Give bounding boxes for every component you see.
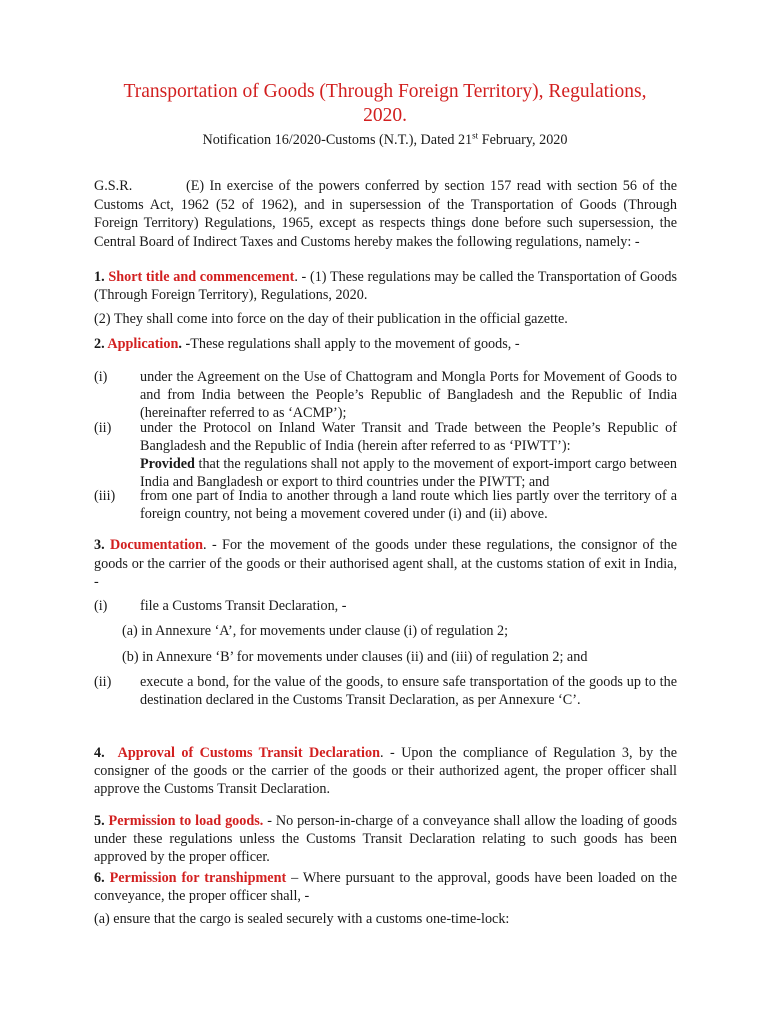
s2-item-i-number: (i) — [94, 369, 108, 385]
section-5 — [94, 812, 677, 866]
notification-text: Notification 16/2020-Customs (N.T.), Dated 21 — [202, 132, 473, 148]
section-6-heading: Permission for transhipment — [109, 870, 287, 886]
section-3-text: . - For the movement of the goods under these regulations, the consignor of the goods or the carrier of the goods or their authorised agent shall, at the customs station of exit in India, - — [94, 537, 677, 590]
s3-item-i-number: (i) — [94, 598, 108, 614]
section-1-number: 1 — [94, 269, 102, 285]
section-5-number: 5. — [94, 813, 105, 829]
section-1-clause-2: (2) They shall come into force on the day of their publication in the official gazette. — [94, 311, 568, 327]
gsr-label: G.S.R. — [94, 178, 133, 194]
section-3-heading: Documentation — [110, 537, 204, 553]
section-2-dot: . — [101, 336, 108, 352]
s2-item-ii-text: under the Protocol on Inland Water Transit and Trade between the People’s Republic of Bangladesh and the Republic of India (herein after referred to as ‘PIWTT’): — [140, 420, 677, 454]
section-4 — [94, 744, 677, 798]
section-5-heading: Permission to load goods. — [108, 813, 264, 829]
preamble-text: (E) In exercise of the powers conferred by section 157 read with section 56 of the Customs Act, 1962 (52 of 1962), and in supersession of the Transportation of Goods (Through Foreign Territory) Regulations, 1965, except as respects things done before such supersession, the Central Board of Indirect Taxes and Customs hereby makes the following regulations, namely: - — [94, 178, 677, 250]
s3-item-i-text: file a Customs Transit Declaration, - — [140, 598, 347, 614]
s2-item-ii-number: (ii) — [94, 420, 112, 436]
s2-item-iii-text: from one part of India to another through a land route which lies partly over the territory of a foreign country, not being a movement covered under (i) and (ii) above. — [140, 488, 677, 522]
s2-item-ii — [140, 419, 677, 491]
s3-item-ii-text: execute a bond, for the value of the goods, to ensure safe transportation of the goods up to the destination declared in the Customs Transit Declaration, as per Annexure ‘C’. — [140, 674, 677, 708]
section-5-text: - No person-in-charge of a conveyance shall allow the loading of goods under these regulations unless the Customs Transit Declaration relating to such goods has been approved by the proper officer. — [94, 813, 677, 865]
section-3 — [94, 536, 677, 592]
section-2-text: These regulations shall apply to the movement of goods, - — [190, 336, 520, 352]
section-2-heading: Application — [107, 336, 179, 352]
section-1-text: . - (1) These regulations may be called the Transportation of Goods (Through Foreign Territory), Regulations, 2020. — [94, 269, 677, 303]
section-2-dash: . - — [178, 336, 191, 352]
s2-item-iii-number: (iii) — [94, 488, 116, 504]
notification-date: February, 2020 — [478, 132, 568, 148]
proviso-label: Provided — [140, 456, 195, 472]
section-2-number: 2 — [94, 336, 102, 352]
section-1-heading: Short title and commencement — [108, 269, 295, 285]
section-6-number: 6. — [94, 870, 105, 886]
s2-item-i-text: under the Agreement on the Use of Chattogram and Mongla Ports for Movement of Goods to and from India between the People’s Republic of Bangladesh and the Republic of India (hereinafter referred to as ‘ACMP’); — [140, 369, 677, 421]
section-1 — [94, 268, 677, 304]
section-6-text: – Where pursuant to the approval, goods have been loaded on the conveyance, the proper officer shall, - — [94, 870, 678, 904]
s3-sub-b: (b) in Annexure ‘B’ for movements under clauses (ii) and (iii) of regulation 2; and — [122, 649, 588, 665]
section-3-number: 3. — [94, 537, 105, 553]
s3-sub-a: (a) in Annexure ‘A’, for movements under clause (i) of regulation 2; — [122, 623, 509, 639]
section-6 — [94, 869, 677, 905]
section-2 — [94, 335, 677, 353]
s6-sub-a: (a) ensure that the cargo is sealed securely with a customs one-time-lock: — [94, 911, 510, 927]
s3-item-ii-number: (ii) — [94, 674, 112, 690]
preamble — [94, 177, 677, 251]
section-4-number: 4. — [94, 745, 105, 761]
proviso-text: that the regulations shall not apply to the movement of export-import cargo between India and Bangladesh or export to third countries under the PIWTT; and — [140, 456, 677, 490]
title-line-1: Transportation of Goods (Through Foreign Territory), Regulations, — [123, 81, 647, 102]
notification-line — [60, 131, 710, 149]
s2-item-ii-proviso — [140, 455, 677, 491]
section-4-text: . - Upon the compliance of Regulation 3, by the consigner of the goods or the carrier of the goods or their authorized agent, the proper officer shall approve the Customs Transit Declaration. — [94, 745, 677, 797]
notification-superscript: st — [472, 130, 479, 141]
section-4-heading: Approval of Customs Transit Declaration — [117, 745, 380, 761]
title-line-2: 2020. — [363, 105, 407, 126]
document-title — [60, 80, 710, 128]
section-1-dot: . — [101, 269, 105, 285]
